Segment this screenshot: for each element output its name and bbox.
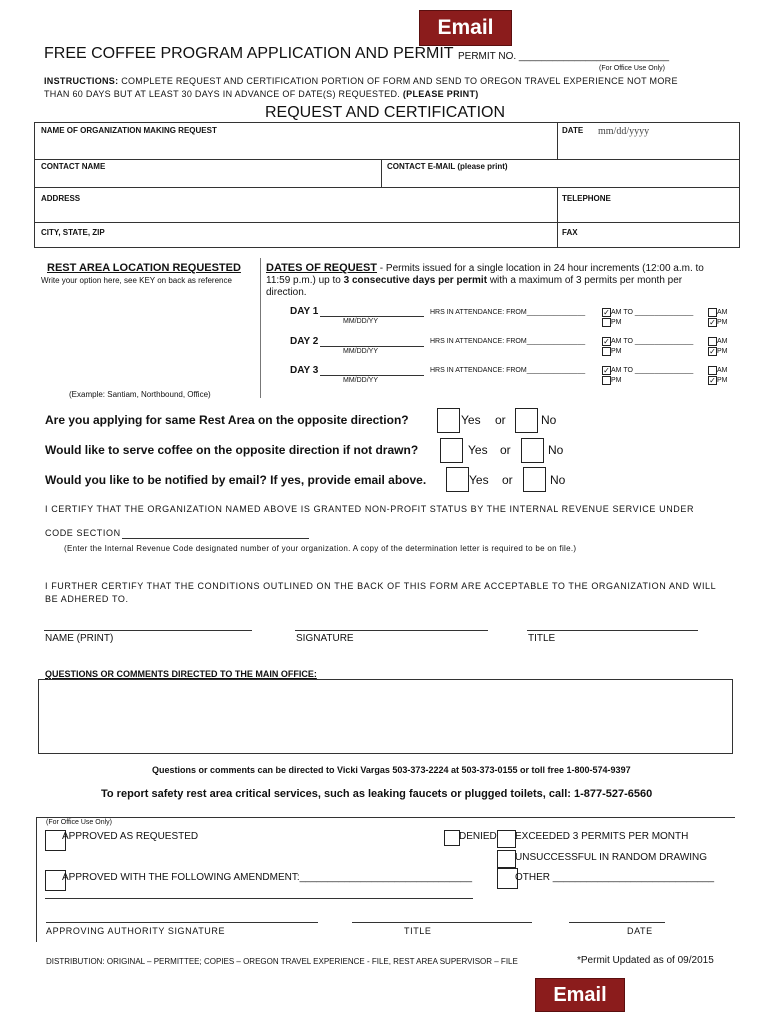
office-date-label: DATE [627, 926, 653, 936]
day3-date-input[interactable] [320, 375, 424, 376]
org-name-label: NAME OF ORGANIZATION MAKING REQUEST [41, 126, 217, 135]
day1-date-input[interactable] [320, 316, 424, 317]
day1-hrs-label: HRS IN ATTENDANCE: FROM_______________ [430, 309, 586, 316]
question-same-rest-area: Are you applying for same Rest Area on the opposite direction? [45, 413, 409, 427]
day1-am-to: AM TO _______________ [611, 309, 694, 316]
dates-description: DATES OF REQUEST - Permits issued for a single location in 24 hour increments (12:00 a.m. to 11:59 p.m.) up to 3 consecutive days per permit with a maximum of 3 permits per month per direction. [266, 262, 704, 298]
approving-signature-label: APPROVING AUTHORITY SIGNATURE [46, 926, 226, 936]
day1-from-pm-checkbox[interactable] [602, 318, 611, 327]
amendment-line[interactable] [45, 898, 473, 899]
q2-yes-checkbox[interactable] [440, 438, 463, 463]
day3-label: DAY 3 [290, 365, 319, 376]
section-title: REQUEST AND CERTIFICATION [264, 104, 506, 121]
q3-no-checkbox[interactable] [523, 467, 546, 492]
certify-statement: I CERTIFY THAT THE ORGANIZATION NAMED ABOVE IS GRANTED NON-PROFIT STATUS BY THE INTERNAL REVENUE SERVICE UNDER [45, 504, 695, 514]
date-label: DATE [562, 126, 584, 135]
distribution-note: DISTRIBUTION: ORIGINAL – PERMITTEE; COPIES – OREGON TRAVEL EXPERIENCE - FILE, REST AREA SUPERVISOR – FILE [46, 957, 518, 966]
q2-no-label: No [548, 443, 564, 457]
comments-textarea[interactable] [38, 679, 733, 754]
q3-no-label: No [550, 473, 566, 487]
day1-to-am-label: AM [717, 309, 728, 316]
denied-label: DENIED [459, 831, 497, 842]
fax-label: FAX [562, 228, 578, 237]
day1-date-format: MM/DD/YY [343, 318, 378, 325]
organization-info-box [34, 122, 740, 248]
permit-updated: *Permit Updated as of 09/2015 [577, 955, 714, 966]
contact-info: Questions or comments can be directed to Vicki Vargas 503-373-2224 at 503-373-0155 or toll free 1-800-574-9397 [152, 765, 631, 775]
day3-from-pm-checkbox[interactable] [602, 376, 611, 385]
q1-yes-checkbox[interactable] [437, 408, 460, 433]
telephone-input[interactable] [561, 203, 737, 219]
address-label: ADDRESS [41, 194, 81, 203]
unsuccessful-checkbox[interactable] [497, 850, 516, 868]
day3-to-am-label: AM [717, 367, 728, 374]
q3-yes-label: Yes [469, 473, 489, 487]
amendment-label: APPROVED WITH THE FOLLOWING AMENDMENT:_______________________________ [62, 872, 473, 883]
contact-email-label: CONTACT E-MAIL (please print) [387, 162, 508, 171]
day3-to-am-checkbox[interactable] [708, 366, 717, 375]
day3-pm-label: PM [611, 377, 622, 384]
exceeded-checkbox[interactable] [497, 830, 516, 848]
day2-to-am-label: AM [717, 338, 728, 345]
q1-no-label: No [541, 413, 557, 427]
office-title-input[interactable] [352, 922, 532, 923]
day2-date-input[interactable] [320, 346, 424, 347]
name-print-input[interactable] [44, 630, 252, 631]
day2-date-format: MM/DD/YY [343, 348, 378, 355]
day1-from-am-checkbox[interactable]: ✓ [603, 308, 610, 317]
question-email-notify: Would you like to be notified by email? If yes, provide email above. [45, 473, 427, 487]
q1-yes-label: Yes [461, 413, 481, 427]
day1-to-pm-checkbox[interactable]: ✓ [709, 318, 716, 327]
q3-or: or [502, 473, 513, 487]
contact-email-input[interactable] [385, 171, 735, 185]
contact-name-input[interactable] [37, 171, 377, 185]
permit-number[interactable]: PERMIT NO. ___________________________ [458, 51, 670, 62]
exceeded-label: EXCEEDED 3 PERMITS PER MONTH [515, 831, 689, 842]
rest-area-heading: REST AREA LOCATION REQUESTED [47, 262, 241, 274]
day3-to-pm-checkbox[interactable]: ✓ [709, 376, 716, 385]
rest-area-hint: Write your option here, see KEY on back as reference [41, 276, 232, 285]
code-section-input[interactable] [122, 538, 309, 539]
rest-area-input[interactable] [38, 290, 256, 385]
other-label: OTHER _____________________________ [515, 872, 715, 883]
day2-to-am-checkbox[interactable] [708, 337, 717, 346]
city-state-zip-label: CITY, STATE, ZIP [41, 228, 105, 237]
further-certify-2: BE ADHERED TO. [45, 594, 129, 604]
day3-from-am-checkbox[interactable]: ✓ [603, 366, 610, 375]
q1-or: or [495, 413, 506, 427]
day3-hrs-label: HRS IN ATTENDANCE: FROM_______________ [430, 367, 586, 374]
day3-am-to: AM TO _______________ [611, 367, 694, 374]
day2-to-pm-checkbox[interactable]: ✓ [709, 347, 716, 356]
day2-pm-label: PM [611, 348, 622, 355]
day1-pm-label: PM [611, 319, 622, 326]
date-input[interactable]: mm/dd/yyyy [598, 126, 650, 137]
unsuccessful-label: UNSUCCESSFUL IN RANDOM DRAWING [515, 852, 708, 863]
name-print-label: NAME (PRINT) [45, 633, 114, 644]
telephone-label: TELEPHONE [562, 194, 611, 203]
contact-name-label: CONTACT NAME [41, 162, 106, 171]
q2-or: or [500, 443, 511, 457]
rest-area-example: (Example: Santiam, Northbound, Office) [69, 390, 211, 399]
approved-label: APPROVED AS REQUESTED [62, 831, 199, 842]
email-button-bottom[interactable]: Email [535, 978, 625, 1012]
denied-checkbox[interactable] [444, 830, 460, 846]
day3-date-format: MM/DD/YY [343, 377, 378, 384]
day2-to-pm-label: PM [717, 348, 728, 355]
day2-label: DAY 2 [290, 336, 319, 347]
day3-to-pm-label: PM [717, 377, 728, 384]
org-name-input[interactable] [37, 135, 553, 157]
approving-signature-input[interactable] [46, 922, 318, 923]
question-opposite-direction: Would like to serve coffee on the opposite direction if not drawn? [45, 443, 419, 457]
day1-label: DAY 1 [290, 306, 319, 317]
office-title-label: TITLE [404, 926, 432, 936]
q2-yes-label: Yes [468, 443, 488, 457]
email-button[interactable]: Email [419, 10, 512, 46]
day1-to-am-checkbox[interactable] [708, 308, 717, 317]
q2-no-checkbox[interactable] [521, 438, 544, 463]
safety-info: To report safety rest area critical services, such as leaking faucets or plugged toilets, call: 1-877-527-6560 [101, 788, 653, 800]
comments-heading: QUESTIONS OR COMMENTS DIRECTED TO THE MAIN OFFICE: [45, 669, 317, 679]
day2-am-to: AM TO _______________ [611, 338, 694, 345]
office-use-note: (For Office Use Only) [599, 65, 665, 72]
address-input[interactable] [37, 203, 553, 219]
code-section-note: (Enter the Internal Revenue Code designated number of your organization. A copy of the determination letter is required to be on file.) [64, 544, 577, 553]
day2-hrs-label: HRS IN ATTENDANCE: FROM_______________ [430, 338, 586, 345]
instructions: INSTRUCTIONS: COMPLETE REQUEST AND CERTIFICATION PORTION OF FORM AND SEND TO OREGON TRAVEL EXPERIENCE NOT MORE THAN 60 DAYS BUT AT LEAST 30 DAYS IN ADVANCE OF DATE(S) REQUESTED. (PLEASE PRINT) [44, 76, 678, 99]
signature-label: SIGNATURE [296, 633, 354, 644]
code-section-label: CODE SECTION [45, 528, 121, 538]
day2-from-am-checkbox[interactable]: ✓ [603, 337, 610, 346]
office-date-input[interactable] [569, 922, 665, 923]
further-certify-1: I FURTHER CERTIFY THAT THE CONDITIONS OUTLINED ON THE BACK OF THIS FORM ARE ACCEPTABLE TO THE ORGANIZATION AND WILL [45, 581, 717, 591]
day1-to-pm-label: PM [717, 319, 728, 326]
title-label: TITLE [528, 633, 556, 644]
day2-from-pm-checkbox[interactable] [602, 347, 611, 356]
q3-yes-checkbox[interactable] [446, 467, 469, 492]
title-input[interactable] [527, 630, 698, 631]
form-title: FREE COFFEE PROGRAM APPLICATION AND PERMIT [44, 45, 454, 62]
q1-no-checkbox[interactable] [515, 408, 538, 433]
office-use-label: (For Office Use Only) [46, 819, 112, 826]
signature-input[interactable] [295, 630, 488, 631]
